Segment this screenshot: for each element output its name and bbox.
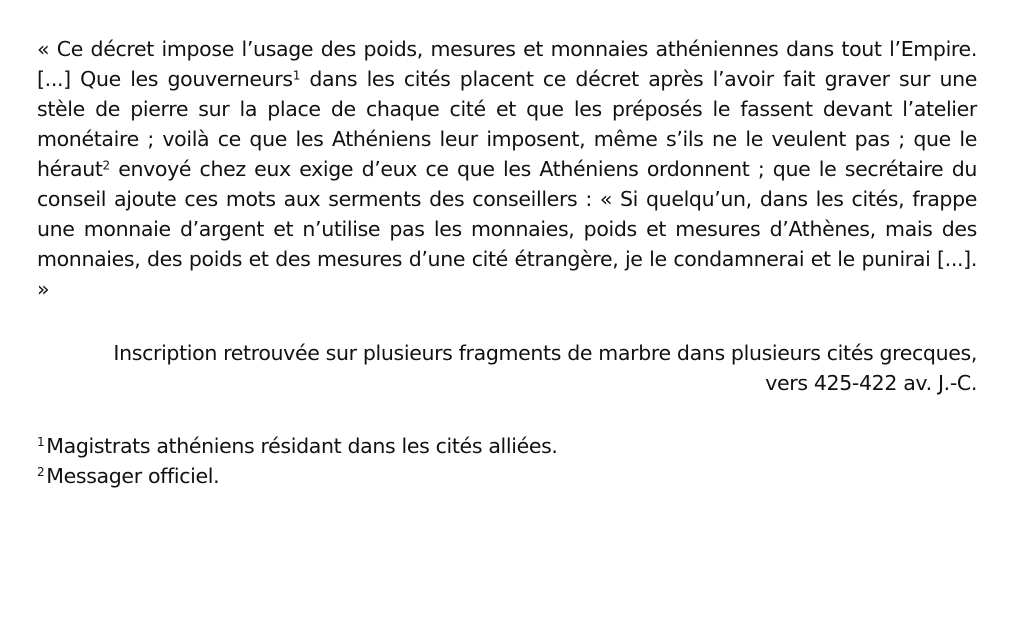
source-line-1: Inscription retrouvée sur plusieurs fragments de marbre dans plusieurs cités grecques, [113,341,977,365]
footnote-number-1: 1 [37,435,45,450]
quote-text-part-3: envoyé chez eux exige d’eux ce que les Athéniens ordonnent ; que le secrétaire du conseil ajoute ces mots aux serments des conseillers : « Si quelqu’un, dans les cités, frappe une monnaie d’argent et n’utilise pas les monnaies, poids et mesures d’Athènes, mais des monnaies, des poids et des mesures d’une cité étrangère, je le condamnerai et le punirai [...]. » [37,157,977,301]
footnote-number-2: 2 [37,465,45,480]
footnote-text-2: Messager officiel. [46,464,220,488]
source-citation [37,338,977,398]
source-line-2: vers 425-422 av. J.-C. [765,371,977,395]
quoted-decree-text [37,34,977,304]
footnote-ref-2: 2 [102,158,110,173]
document-page [37,34,977,491]
footnote-2 [37,461,977,491]
footnote-text-1: Magistrats athéniens résidant dans les cités alliées. [46,434,558,458]
quote-text-part-1: « Ce décret impose l’usage des poids, mesures et monnaies athéniennes dans tout l’Empire. [...] Que les gouverneurs [37,37,977,91]
footnotes [37,431,977,491]
footnote-1 [37,431,977,461]
quote-text-part-2: dans les cités placent ce décret après l’avoir fait graver sur une stèle de pierre sur la place de chaque cité et que les préposés le fassent devant l’atelier monétaire ; voilà ce que les Athéniens leur imposent, même s’ils ne le veulent pas ; que le héraut [37,67,977,181]
footnote-ref-1: 1 [292,68,301,83]
